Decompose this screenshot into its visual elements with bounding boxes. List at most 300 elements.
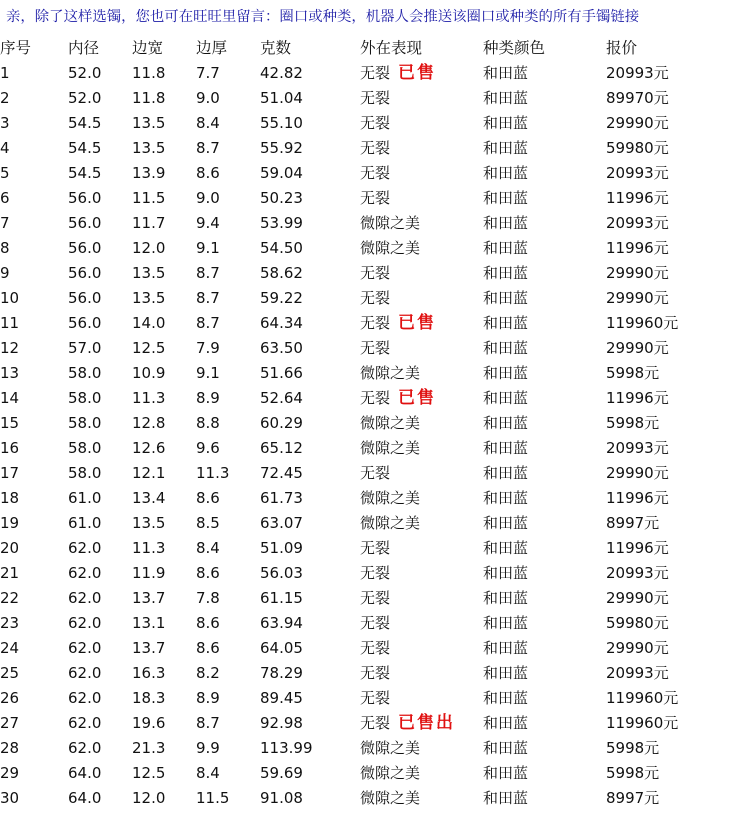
cell-band-thickness	[196, 386, 260, 411]
cell-price-text: 59980元	[606, 139, 669, 157]
table-row	[0, 86, 750, 111]
cell-index-text: 15	[0, 414, 20, 432]
cell-appearance-text: 无裂	[360, 139, 391, 157]
cell-band-width	[132, 436, 196, 461]
cell-index-text: 23	[0, 614, 20, 632]
header-band-thickness: 边厚	[196, 39, 228, 57]
cell-type-color-text: 和田蓝	[483, 114, 529, 132]
cell-inner-diameter-text: 64.0	[68, 764, 102, 782]
cell-appearance-text: 无裂	[360, 289, 391, 307]
cell-index	[0, 161, 68, 186]
table-row	[0, 136, 750, 161]
cell-price-text: 119960元	[606, 689, 679, 707]
cell-price-text: 119960元	[606, 714, 679, 732]
cell-weight	[260, 486, 360, 511]
cell-weight-text: 113.99	[260, 739, 313, 757]
cell-band-width-text: 12.8	[132, 414, 166, 432]
cell-weight-text: 63.07	[260, 514, 303, 532]
cell-band-width-text: 11.8	[132, 64, 166, 82]
cell-weight	[260, 386, 360, 411]
cell-type-color	[483, 186, 606, 211]
cell-band-thickness	[196, 436, 260, 461]
cell-appearance-text: 无裂	[360, 339, 391, 357]
cell-inner-diameter-text: 56.0	[68, 239, 102, 257]
cell-appearance	[360, 386, 483, 411]
cell-price	[606, 511, 750, 536]
cell-band-width	[132, 736, 196, 761]
cell-type-color-text: 和田蓝	[483, 314, 529, 332]
cell-inner-diameter-text: 58.0	[68, 364, 102, 382]
cell-price-text: 20993元	[606, 439, 669, 457]
cell-price-text: 29990元	[606, 589, 669, 607]
table-row	[0, 536, 750, 561]
cell-appearance	[360, 761, 483, 786]
table-row	[0, 161, 750, 186]
cell-appearance	[360, 636, 483, 661]
cell-index	[0, 311, 68, 336]
cell-band-width	[132, 686, 196, 711]
cell-inner-diameter-text: 62.0	[68, 689, 102, 707]
cell-band-width-text: 11.5	[132, 189, 166, 207]
cell-band-width-text: 12.0	[132, 789, 166, 807]
cell-weight-text: 91.08	[260, 789, 303, 807]
cell-index	[0, 436, 68, 461]
cell-weight-text: 42.82	[260, 64, 303, 82]
cell-type-color	[483, 611, 606, 636]
cell-band-thickness-text: 8.7	[196, 289, 220, 307]
cell-type-color	[483, 411, 606, 436]
cell-band-thickness-text: 8.4	[196, 539, 220, 557]
cell-inner-diameter	[68, 786, 132, 811]
cell-inner-diameter	[68, 586, 132, 611]
cell-type-color	[483, 636, 606, 661]
cell-type-color	[483, 736, 606, 761]
cell-band-thickness	[196, 561, 260, 586]
cell-price-text: 29990元	[606, 464, 669, 482]
cell-band-thickness-text: 7.9	[196, 339, 220, 357]
cell-weight-text: 59.22	[260, 289, 303, 307]
cell-index-text: 1	[0, 64, 10, 82]
cell-index-text: 7	[0, 214, 10, 232]
cell-appearance-text: 无裂	[360, 314, 391, 332]
cell-price	[606, 461, 750, 486]
cell-inner-diameter-text: 56.0	[68, 264, 102, 282]
cell-band-width	[132, 61, 196, 86]
cell-band-width	[132, 211, 196, 236]
cell-type-color-text: 和田蓝	[483, 764, 529, 782]
cell-weight	[260, 211, 360, 236]
cell-band-thickness	[196, 136, 260, 161]
cell-inner-diameter	[68, 461, 132, 486]
cell-band-width	[132, 636, 196, 661]
cell-weight	[260, 536, 360, 561]
cell-band-width	[132, 86, 196, 111]
cell-band-width-text: 12.5	[132, 339, 166, 357]
cell-band-thickness	[196, 486, 260, 511]
cell-band-thickness	[196, 186, 260, 211]
table-row	[0, 261, 750, 286]
cell-weight	[260, 611, 360, 636]
cell-appearance-text: 无裂	[360, 639, 391, 657]
cell-price-text: 20993元	[606, 214, 669, 232]
cell-type-color	[483, 236, 606, 261]
cell-band-thickness-text: 7.8	[196, 589, 220, 607]
cell-band-width-text: 13.4	[132, 489, 166, 507]
cell-band-width-text: 13.5	[132, 514, 166, 532]
cell-band-thickness-text: 8.8	[196, 414, 220, 432]
cell-index-text: 20	[0, 539, 20, 557]
cell-weight-text: 51.66	[260, 364, 303, 382]
cell-price	[606, 361, 750, 386]
cell-appearance	[360, 661, 483, 686]
cell-band-thickness	[196, 711, 260, 736]
cell-band-width	[132, 511, 196, 536]
cell-inner-diameter	[68, 561, 132, 586]
cell-appearance-text: 无裂	[360, 264, 391, 282]
cell-index	[0, 411, 68, 436]
cell-price-text: 5998元	[606, 739, 660, 757]
cell-band-thickness	[196, 736, 260, 761]
cell-band-width-text: 12.0	[132, 239, 166, 257]
cell-index	[0, 586, 68, 611]
cell-index-text: 8	[0, 239, 10, 257]
cell-index	[0, 686, 68, 711]
cell-appearance-text: 微隙之美	[360, 514, 421, 532]
cell-appearance	[360, 236, 483, 261]
cell-inner-diameter-text: 56.0	[68, 314, 102, 332]
cell-index	[0, 761, 68, 786]
cell-type-color-text: 和田蓝	[483, 539, 529, 557]
cell-weight-text: 51.09	[260, 539, 303, 557]
cell-index-text: 5	[0, 164, 10, 182]
cell-type-color	[483, 111, 606, 136]
cell-inner-diameter-text: 58.0	[68, 439, 102, 457]
cell-weight	[260, 186, 360, 211]
table-row	[0, 686, 750, 711]
cell-type-color	[483, 761, 606, 786]
cell-type-color-text: 和田蓝	[483, 289, 529, 307]
cell-band-thickness-text: 9.0	[196, 189, 220, 207]
cell-appearance	[360, 286, 483, 311]
cell-index	[0, 636, 68, 661]
cell-appearance-text: 无裂	[360, 114, 391, 132]
cell-appearance	[360, 311, 483, 336]
cell-band-thickness	[196, 761, 260, 786]
cell-weight-text: 55.92	[260, 139, 303, 157]
header-type-color: 种类颜色	[483, 39, 546, 57]
table-row	[0, 211, 750, 236]
cell-band-thickness	[196, 211, 260, 236]
table-row	[0, 636, 750, 661]
cell-type-color	[483, 211, 606, 236]
cell-index-text: 11	[0, 314, 20, 332]
cell-price	[606, 661, 750, 686]
cell-price-text: 29990元	[606, 114, 669, 132]
cell-index-text: 21	[0, 564, 20, 582]
cell-appearance-text: 无裂	[360, 189, 391, 207]
cell-index	[0, 361, 68, 386]
cell-band-thickness	[196, 361, 260, 386]
cell-band-width-text: 13.5	[132, 264, 166, 282]
cell-appearance	[360, 511, 483, 536]
cell-appearance	[360, 186, 483, 211]
cell-index-text: 2	[0, 89, 10, 107]
cell-appearance	[360, 586, 483, 611]
cell-price	[606, 736, 750, 761]
cell-appearance-text: 无裂	[360, 164, 391, 182]
cell-inner-diameter	[68, 661, 132, 686]
cell-type-color-text: 和田蓝	[483, 264, 529, 282]
cell-band-thickness	[196, 286, 260, 311]
cell-band-thickness-text: 8.6	[196, 639, 220, 657]
cell-type-color	[483, 386, 606, 411]
cell-index	[0, 211, 68, 236]
cell-inner-diameter	[68, 686, 132, 711]
cell-type-color-text: 和田蓝	[483, 789, 529, 807]
header-band-width: 边宽	[132, 39, 164, 57]
cell-appearance-text: 微隙之美	[360, 739, 421, 757]
cell-appearance-text: 无裂	[360, 714, 391, 732]
table-row	[0, 236, 750, 261]
cell-inner-diameter	[68, 136, 132, 161]
cell-price	[606, 186, 750, 211]
cell-weight	[260, 161, 360, 186]
cell-weight	[260, 636, 360, 661]
cell-weight-text: 64.05	[260, 639, 303, 657]
cell-index	[0, 286, 68, 311]
cell-inner-diameter-text: 62.0	[68, 589, 102, 607]
cell-weight-text: 60.29	[260, 414, 303, 432]
cell-inner-diameter-text: 62.0	[68, 714, 102, 732]
cell-band-width	[132, 786, 196, 811]
cell-appearance-text: 无裂	[360, 464, 391, 482]
cell-band-width	[132, 536, 196, 561]
cell-price	[606, 161, 750, 186]
cell-index-text: 25	[0, 664, 20, 682]
cell-inner-diameter	[68, 111, 132, 136]
table-row	[0, 386, 750, 411]
cell-band-width	[132, 136, 196, 161]
cell-price-text: 20993元	[606, 64, 669, 82]
cell-price-text: 89970元	[606, 89, 669, 107]
cell-type-color-text: 和田蓝	[483, 614, 529, 632]
cell-band-width	[132, 586, 196, 611]
cell-band-thickness-text: 8.9	[196, 389, 220, 407]
cell-inner-diameter-text: 62.0	[68, 739, 102, 757]
cell-price-text: 5998元	[606, 764, 660, 782]
cell-appearance-text: 无裂	[360, 664, 391, 682]
cell-weight-text: 63.94	[260, 614, 303, 632]
cell-band-width-text: 13.7	[132, 589, 166, 607]
cell-inner-diameter-text: 62.0	[68, 639, 102, 657]
cell-appearance-text: 微隙之美	[360, 364, 421, 382]
cell-price-text: 11996元	[606, 489, 669, 507]
cell-price	[606, 436, 750, 461]
cell-appearance-text: 无裂	[360, 589, 391, 607]
cell-inner-diameter	[68, 386, 132, 411]
cell-type-color	[483, 661, 606, 686]
cell-band-width	[132, 336, 196, 361]
cell-index	[0, 486, 68, 511]
cell-inner-diameter-text: 64.0	[68, 789, 102, 807]
cell-band-thickness	[196, 786, 260, 811]
cell-band-thickness-text: 9.6	[196, 439, 220, 457]
cell-type-color-text: 和田蓝	[483, 164, 529, 182]
cell-index	[0, 186, 68, 211]
cell-band-width-text: 13.5	[132, 289, 166, 307]
cell-appearance-text: 无裂	[360, 539, 391, 557]
cell-index-text: 19	[0, 514, 20, 532]
cell-band-thickness	[196, 611, 260, 636]
cell-type-color	[483, 461, 606, 486]
cell-inner-diameter	[68, 311, 132, 336]
cell-band-width-text: 12.1	[132, 464, 166, 482]
cell-weight	[260, 411, 360, 436]
cell-appearance-text: 无裂	[360, 689, 391, 707]
cell-band-width	[132, 761, 196, 786]
cell-price-text: 8997元	[606, 789, 660, 807]
cell-type-color	[483, 61, 606, 86]
cell-band-thickness-text: 9.9	[196, 739, 220, 757]
table-row	[0, 761, 750, 786]
cell-price	[606, 261, 750, 286]
cell-price	[606, 111, 750, 136]
cell-appearance-text: 微隙之美	[360, 214, 421, 232]
cell-type-color	[483, 561, 606, 586]
cell-weight	[260, 236, 360, 261]
cell-weight-text: 63.50	[260, 339, 303, 357]
cell-index	[0, 86, 68, 111]
cell-appearance	[360, 611, 483, 636]
cell-type-color	[483, 261, 606, 286]
cell-weight	[260, 786, 360, 811]
cell-type-color-text: 和田蓝	[483, 514, 529, 532]
cell-inner-diameter-text: 62.0	[68, 614, 102, 632]
wangwang-notice: 亲，除了这样选镯，您也可在旺旺里留言：圈口或种类，机器人会推送该圈口或种类的所有手镯链接	[6, 9, 640, 25]
cell-index-text: 30	[0, 789, 20, 807]
cell-index	[0, 711, 68, 736]
cell-index	[0, 511, 68, 536]
table-row	[0, 711, 750, 736]
cell-band-width	[132, 711, 196, 736]
cell-type-color-text: 和田蓝	[483, 364, 529, 382]
cell-price	[606, 786, 750, 811]
cell-type-color-text: 和田蓝	[483, 589, 529, 607]
table-row	[0, 111, 750, 136]
cell-band-thickness	[196, 336, 260, 361]
cell-inner-diameter-text: 62.0	[68, 664, 102, 682]
cell-band-thickness	[196, 511, 260, 536]
cell-inner-diameter	[68, 186, 132, 211]
cell-weight	[260, 736, 360, 761]
cell-inner-diameter	[68, 336, 132, 361]
table-row	[0, 661, 750, 686]
cell-weight-text: 53.99	[260, 214, 303, 232]
cell-band-thickness-text: 9.0	[196, 89, 220, 107]
cell-type-color-text: 和田蓝	[483, 239, 529, 257]
cell-appearance-text: 无裂	[360, 564, 391, 582]
cell-price	[606, 411, 750, 436]
cell-index	[0, 111, 68, 136]
cell-price	[606, 61, 750, 86]
cell-type-color-text: 和田蓝	[483, 714, 529, 732]
cell-weight-text: 52.64	[260, 389, 303, 407]
table-row	[0, 736, 750, 761]
cell-weight	[260, 511, 360, 536]
cell-band-width-text: 10.9	[132, 364, 166, 382]
cell-inner-diameter-text: 56.0	[68, 289, 102, 307]
cell-price-text: 5998元	[606, 414, 660, 432]
cell-band-thickness-text: 8.9	[196, 689, 220, 707]
cell-weight	[260, 711, 360, 736]
cell-band-thickness-text: 8.6	[196, 164, 220, 182]
cell-band-thickness	[196, 61, 260, 86]
cell-type-color	[483, 436, 606, 461]
cell-index-text: 24	[0, 639, 20, 657]
cell-band-width	[132, 261, 196, 286]
cell-inner-diameter	[68, 61, 132, 86]
cell-type-color-text: 和田蓝	[483, 739, 529, 757]
cell-band-thickness	[196, 111, 260, 136]
cell-band-thickness-text: 9.1	[196, 239, 220, 257]
cell-inner-diameter-text: 54.5	[68, 139, 102, 157]
cell-weight	[260, 461, 360, 486]
table-row	[0, 286, 750, 311]
cell-appearance-text: 微隙之美	[360, 764, 421, 782]
cell-weight	[260, 261, 360, 286]
table-row	[0, 436, 750, 461]
cell-band-thickness-text: 8.4	[196, 764, 220, 782]
sold-badge: 已售	[398, 388, 437, 408]
cell-index-text: 17	[0, 464, 20, 482]
cell-band-width-text: 18.3	[132, 689, 166, 707]
cell-weight-text: 65.12	[260, 439, 303, 457]
cell-inner-diameter-text: 56.0	[68, 214, 102, 232]
cell-inner-diameter	[68, 736, 132, 761]
cell-band-width-text: 13.1	[132, 614, 166, 632]
cell-type-color-text: 和田蓝	[483, 389, 529, 407]
cell-band-thickness	[196, 636, 260, 661]
cell-index-text: 28	[0, 739, 20, 757]
table-row	[0, 361, 750, 386]
cell-appearance-text: 微隙之美	[360, 789, 421, 807]
cell-appearance-text: 微隙之美	[360, 414, 421, 432]
cell-inner-diameter-text: 56.0	[68, 189, 102, 207]
cell-appearance-text: 微隙之美	[360, 439, 421, 457]
cell-inner-diameter-text: 58.0	[68, 414, 102, 432]
cell-weight	[260, 761, 360, 786]
cell-band-thickness-text: 9.1	[196, 364, 220, 382]
cell-weight-text: 58.62	[260, 264, 303, 282]
cell-weight-text: 92.98	[260, 714, 303, 732]
table-header-row	[0, 36, 750, 61]
cell-appearance	[360, 161, 483, 186]
cell-price-text: 5998元	[606, 364, 660, 382]
cell-appearance	[360, 436, 483, 461]
cell-band-width	[132, 111, 196, 136]
cell-index-text: 3	[0, 114, 10, 132]
cell-appearance	[360, 86, 483, 111]
cell-band-thickness	[196, 536, 260, 561]
cell-weight	[260, 311, 360, 336]
cell-weight	[260, 111, 360, 136]
cell-price-text: 8997元	[606, 514, 660, 532]
cell-index-text: 13	[0, 364, 20, 382]
cell-type-color	[483, 336, 606, 361]
cell-band-width-text: 11.7	[132, 214, 166, 232]
cell-price-text: 29990元	[606, 639, 669, 657]
cell-inner-diameter-text: 54.5	[68, 164, 102, 182]
